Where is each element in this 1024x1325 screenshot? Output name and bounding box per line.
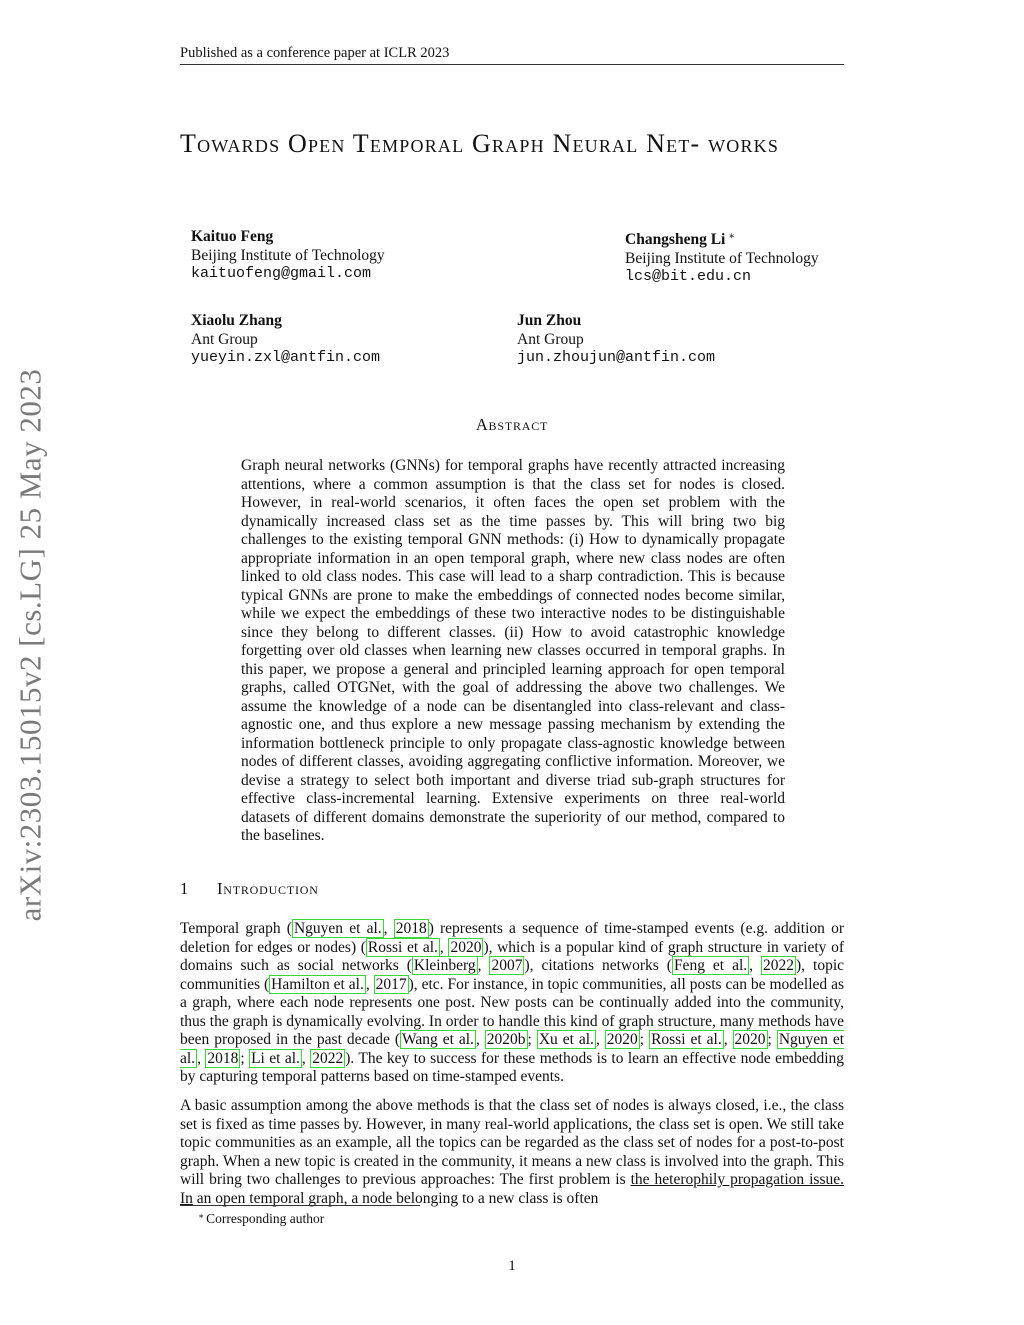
footnote-rule [180,1205,420,1206]
citation-link[interactable]: Wang et al. [402,1031,474,1048]
text-run: , [439,938,449,956]
text-run: ; [527,1031,537,1048]
text-run: , [301,1049,311,1067]
text-run: ). The key to success for these methods is to learn an effective node embedding by capturing temporal patterns based on time-stamped events. [180,1049,845,1085]
paper-title: Towards Open Temporal Graph Neural Net- works [180,129,780,158]
text-run: , [365,975,374,993]
citation-link[interactable]: 2022 [763,957,795,974]
footnote-text: Corresponding author [206,1211,325,1226]
author-block [191,228,385,284]
text-run: , [749,957,762,974]
text-run: , [723,1031,733,1048]
running-header: Published as a conference paper at ICLR 2023 [180,45,450,61]
footnote [198,1208,324,1227]
citation-link[interactable]: Nguyen et al. [293,920,382,937]
citation-link[interactable]: Kleinberg [413,957,476,974]
author-name: Changsheng Li [625,231,726,248]
text-run: , [383,920,394,937]
citation-link[interactable]: 2018 [395,920,427,937]
author-name: Xiaolu Zhang [191,312,282,329]
author-name: Kaituo Feng [191,228,274,245]
text-run: ; [767,1031,777,1048]
author-email: lcs@bit.edu.cn [625,268,752,285]
page-number: 1 [508,1258,516,1274]
text-run: ), etc. For instance, in topic communities, all posts can be modelled as a graph, where each node represents one post. New posts can be continually added into the community, thus the graph is dynamically evolving. In order to handle this kind of graph structure, many methods have been proposed in the past decade ( [180,975,845,1048]
citation-link[interactable]: 2018 [207,1049,239,1067]
intro-paragraph-1 [180,920,844,1087]
author-email: yueyin.zxl@antfin.com [191,349,381,366]
text-run: , [595,1031,605,1048]
citation-link[interactable]: Rossi et al. [367,938,438,956]
author-email: jun.zhoujun@antfin.com [517,349,716,366]
text-run: A basic assumption among the above methods is that the class set of nodes is always closed, i.e., the class set is fixed as time passes by. However, in many real-world applications, the class set is open. We still take topic communities as an example, all the topics can be regarded as the class set of nodes for a post-to-post graph. When a new topic is created in the community, it means a new class is involved into the graph. This will bring two challenges to previous approaches: The first problem is [180,1097,844,1188]
author-affiliation: Ant Group [191,330,258,348]
abstract-body: Graph neural networks (GNNs) for temporal graphs have recently attracted increasing attentions, where a common assumption is that the class set for nodes is closed. However, in real-world scenarios, it often faces the open set problem with the dynamically increased class set as the time passes by. This will bring two big challenges to the existing temporal GNN methods: (i) How to dynamically propagate appropriate information in an open temporal graph, where new class nodes are often linked to old class nodes. This case will lead to a sharp contradiction. This is because typical GNNs are prone to make the embeddings of connected nodes become similar, while we expect the embeddings of these two interactive nodes to be distinguishable since they belong to different classes. (ii) How to avoid catastrophic knowledge forgetting over old classes when learning new classes occurred in temporal graphs. In this paper, we propose a general and principled learning approach for open temporal graphs, called OTGNet, with the goal of addressing the above two challenges. We assume the knowledge of a node can be disentangled into class-relevant and class-agnostic one, and thus explore a new message passing mechanism by extending the information bottleneck principle to only propagate class-agnostic knowledge between nodes of different classes, avoiding aggregating conflictive information. Moreover, we devise a strategy to select both important and diverse triad sub-graph structures for effective class-incremental learning. Extensive experiments on three real-world datasets of different domains demonstrate the superiority of our method, compared to the baselines. [241,457,785,844]
section-number: 1 [180,879,190,898]
underlined-text: the heterophily propagation issue. In [180,1171,844,1207]
section-title: Introduction [216,879,319,898]
abstract-heading: Abstract [475,415,549,434]
author-email: kaituofeng@gmail.com [191,265,372,282]
text-run: , [197,1049,206,1067]
author-block [517,312,715,368]
author-affiliation: Ant Group [517,330,584,348]
citation-link[interactable]: Xu et al. [538,1031,594,1048]
author-affiliation: Beijing Institute of Technology [625,249,819,267]
citation-link[interactable]: Hamilton et al. [271,975,364,993]
citation-link[interactable]: 2020b [486,1031,526,1048]
author-affiliation: Beijing Institute of Technology [191,246,385,264]
text-run: ), which is a popular kind of graph structure in variety of domains such as social networks ( [180,938,844,974]
text-run: ), citations networks ( [524,957,672,974]
text-run: ) represents a sequence of time-stamped events (e.g. addition or deletion for edges or nodes) ( [180,920,845,956]
arxiv-stamp [0,345,60,945]
arxiv-identifier: arXiv:2303.15015v2 [cs.LG] 25 May 2023 [12,368,47,922]
citation-link[interactable]: Nguyen et al. [180,1031,845,1067]
author-block [625,228,819,287]
text-run: ; [240,1049,250,1067]
citation-link[interactable]: 2022 [312,1049,344,1067]
section-heading-introduction [180,879,319,899]
text-run: an open temporal graph, a node belonging to a new class is often [192,1189,599,1207]
text-run: , [477,957,490,974]
text-run: Temporal graph ( [180,920,292,937]
citation-link[interactable]: 2020 [734,1031,766,1048]
text-run: , [475,1031,485,1048]
author-name: Jun Zhou [517,312,582,329]
footnote-mark: ∗ [198,1211,205,1221]
author-block [191,312,380,368]
citation-link[interactable]: 2017 [375,975,407,993]
corresponding-mark: ∗ [728,231,736,242]
intro-paragraph-2 [180,1097,844,1208]
text-run: ; [639,1031,650,1048]
citation-link[interactable]: Rossi et al. [651,1031,722,1048]
citation-link[interactable]: 2020 [450,938,482,956]
citation-link[interactable]: Feng et al. [673,957,748,974]
header-rule [180,64,844,65]
citation-link[interactable]: 2007 [491,957,523,974]
citation-link[interactable]: Li et al. [251,1049,300,1067]
text-run: ), topic communities ( [180,957,845,993]
citation-link[interactable]: 2020 [606,1031,638,1048]
